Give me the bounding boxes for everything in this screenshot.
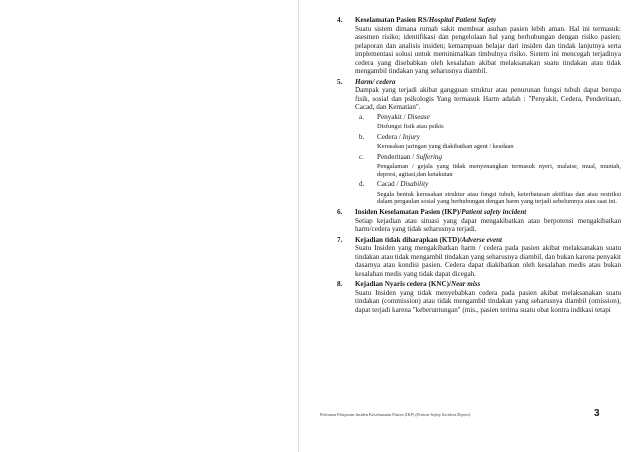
subitem-letter: d. [359,180,365,189]
section-number: 4. [337,16,343,24]
section-body: Setiap kejadian atau situasi yang dapat mengakibatkan atau berpotensi mengakibatkan harm/cedera yang tidak seharusnya terjadi. [355,216,621,234]
subitem-description: Pengalaman / gejala yang tidak menyenangkan termasuk nyeri, malaise, mual, muntah, depresi, agitasi,dan ketakutan [377,163,621,178]
section-title: Harm/ cedera [355,77,396,86]
section-harm [337,78,621,207]
subitem-suffering [355,153,621,179]
subitem-injury [355,133,621,151]
subitem-heading: Cedera / Injury [377,132,420,141]
section-near-miss [337,280,621,314]
section-body: Suatu sistem dimana rumah sakit membuat asuhan pasien lebih aman. Hal ini termasuk: asesmen risiko; identifikasi dan pengelolaan hal yang berhubungan dengan risiko pasien; pelaporan dan analisis insiden; kemampuan belajar dari insiden dan tindak lanjutnya serta implementasi solusi untuk meminimalkan timbulnya risiko. Sistem ini mencegah terjadinya cedera yang disebabkan oleh kesalahan akibat melaksanakan suatu tindakan atau tidak mengambil tindakan yang seharusnya diambil. [355,24,621,75]
subitem-description: Kerusakan jaringan yang diakibatkan agent / keadaan [377,143,514,151]
harm-subitems [355,113,621,207]
subitem-heading: Penyakit / Disease [377,112,430,121]
section-patient-safety-incident [337,208,621,234]
section-number: 6. [337,208,343,217]
section-number: 7. [337,235,343,244]
section-title: Kejadian Nyaris cedera (KNC)/Near miss [355,280,481,289]
subitem-description: Disfungsi fisik atau psikis [377,123,444,130]
subitem-letter: c. [359,152,364,161]
page-number: 3 [594,408,600,419]
section-body: Suatu Insiden yang mengakibatkan harm / cedera pada pasien akibat melaksanakan suatu tindakan atau tidak mengambil tindakan yang seharusnya diambil, dan bukan karena penyakit dasarnya atau kondisi pasien. Cedera dapat diakibatkan oleh kesalahan medis atau bukan kesalahan medis yang tidak dapat dicegah. [355,244,621,278]
section-title: Kejadian tidak diharapkan (KTD)/Adverse event [355,235,503,244]
section-number: 5. [337,77,343,86]
section-body: Dampak yang terjadi akibat gangguan struktur atau penurunan fungsi tubuh dapat berupa fisik, sosial dan psikologis Yang termasuk Harm adalah : "Penyakit, Cedera, Penderitaan, Cacad, dan Kematian". [355,86,621,111]
section-title: Keselamatan Pasien RS/Hospital Patient Safety [355,16,497,24]
subitem-disease [355,113,621,131]
subitem-heading: Penderitaan / Suffering [377,152,443,161]
section-body: Suatu Insiden yang tidak menyebabkan cedera pada pasien akibat melaksanakan suatu tindakan (commission) atau tidak mengambil tindakan yang seharusnya diambil (omission), dapat terjadi karena "keberuntungan" (mis., pasien terima suatu obat kontra indikasi tetapi [355,288,621,314]
section-adverse-event [337,236,621,279]
subitem-letter: a. [359,112,364,121]
subitem-disability [355,180,621,206]
section-title: Insiden Keselamatan Pasien (IKP)/Patient safety incident [355,208,527,217]
subitem-description: Segala bentuk kerusakan struktur atau fungsi tubuh, keterbatasan aktifitas dan atau restriksi dalam pergaulan sosial yang berhubungan dengan harm yang terjadi sebelumnya atau saat ini. [377,190,621,206]
page-footer: Pedoman Pelaporan Insiden Keselamatan Pasien (IKP) (Patient Safety Incident Report) [320,412,471,417]
subitem-letter: b. [359,132,365,141]
page-edge [298,0,299,452]
section-number: 8. [337,280,343,289]
subitem-heading: Cacad / Disability [377,180,429,189]
section-hospital-patient-safety [337,16,621,76]
document-body [337,14,621,314]
